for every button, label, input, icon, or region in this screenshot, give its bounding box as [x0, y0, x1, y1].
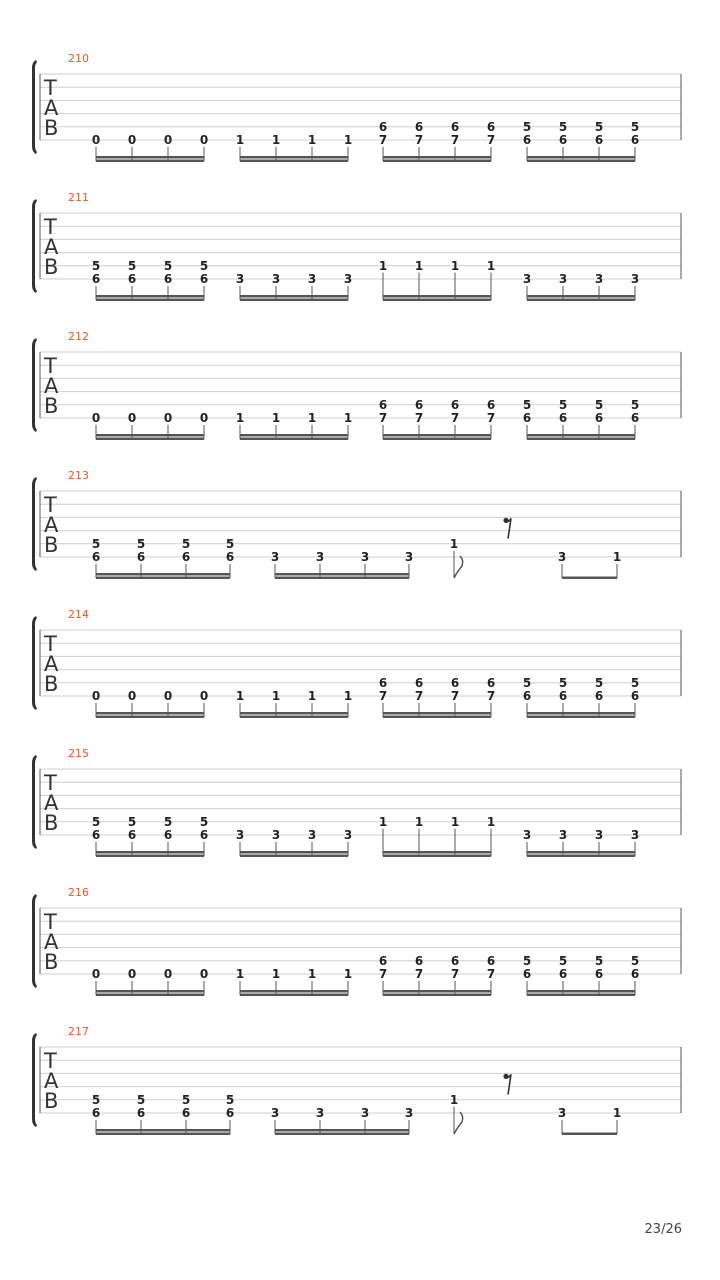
fret-number: 1: [343, 411, 353, 425]
tab-clef-b: B: [44, 116, 59, 140]
beam: [96, 299, 204, 302]
fret-number: 7: [378, 689, 388, 703]
fret-number: 6: [450, 119, 460, 134]
fret-number: 5: [522, 397, 532, 412]
fret-number: 3: [235, 272, 245, 286]
fret-number: 0: [91, 411, 101, 425]
beam: [240, 716, 348, 719]
fret-number: 3: [404, 550, 414, 564]
fret-number: 0: [199, 133, 209, 147]
beam: [383, 712, 491, 715]
fret-number: 3: [343, 828, 353, 842]
tab-clef-b: B: [44, 672, 59, 696]
beam: [527, 438, 635, 441]
fret-number: 6: [127, 272, 137, 286]
beam: [240, 855, 348, 858]
fret-number: 6: [199, 828, 209, 842]
measure-number: 214: [68, 608, 89, 621]
fret-number: 1: [612, 550, 622, 564]
fret-number: 7: [450, 411, 460, 425]
beam: [240, 160, 348, 163]
fret-number: 1: [486, 258, 496, 273]
fret-number: 7: [450, 967, 460, 981]
fret-number: 7: [378, 967, 388, 981]
fret-number: 0: [163, 133, 173, 147]
fret-number: 1: [235, 967, 245, 981]
beam: [383, 434, 491, 437]
beam: [527, 156, 635, 159]
fret-number: 5: [594, 953, 604, 968]
fret-number: 5: [558, 675, 568, 690]
fret-number: 3: [522, 272, 532, 286]
measure-number: 215: [68, 747, 89, 760]
fret-number: 6: [522, 967, 532, 981]
tab-clef-a: A: [44, 930, 59, 954]
eighth-rest-icon: [503, 518, 511, 539]
fret-number: 7: [486, 689, 496, 703]
measure-number: 211: [68, 191, 89, 204]
fret-number: 6: [378, 119, 388, 134]
fret-number: 6: [450, 953, 460, 968]
fret-number: 3: [360, 550, 370, 564]
fret-number: 3: [557, 1106, 567, 1120]
fret-number: 5: [630, 397, 640, 412]
fret-number: 6: [558, 133, 568, 147]
fret-number: 1: [449, 1092, 459, 1107]
beam: [383, 851, 491, 854]
eighth-rest-icon: [503, 1074, 511, 1095]
tab-clef-a: A: [44, 652, 59, 676]
fret-number: 1: [343, 967, 353, 981]
fret-number: 7: [486, 411, 496, 425]
tab-clef-t: T: [44, 354, 57, 378]
fret-number: 6: [181, 1106, 191, 1120]
tab-clef-b: B: [44, 950, 59, 974]
fret-number: 6: [522, 411, 532, 425]
fret-number: 6: [630, 689, 640, 703]
fret-number: 6: [594, 689, 604, 703]
measure-number: 210: [68, 52, 89, 65]
fret-number: 6: [414, 675, 424, 690]
fret-number: 5: [127, 258, 137, 273]
fret-number: 0: [199, 411, 209, 425]
tab-clef-t: T: [44, 1049, 57, 1073]
fret-number: 6: [181, 550, 191, 564]
fret-number: 5: [136, 1092, 146, 1107]
fret-number: 7: [414, 689, 424, 703]
fret-number: 6: [127, 828, 137, 842]
fret-number: 0: [127, 133, 137, 147]
fret-number: 5: [136, 536, 146, 551]
system-bracket: [32, 1033, 37, 1127]
beam: [96, 438, 204, 441]
fret-number: 3: [270, 550, 280, 564]
fret-number: 3: [235, 828, 245, 842]
beam: [527, 855, 635, 858]
beam: [527, 716, 635, 719]
tab-clef-a: A: [44, 235, 59, 259]
fret-number: 1: [450, 258, 460, 273]
measure-number: 212: [68, 330, 89, 343]
fret-number: 5: [630, 119, 640, 134]
beam: [96, 1133, 230, 1136]
fret-number: 6: [414, 397, 424, 412]
fret-number: 1: [450, 814, 460, 829]
fret-number: 1: [414, 814, 424, 829]
fret-number: 1: [235, 133, 245, 147]
fret-number: 3: [404, 1106, 414, 1120]
fret-number: 6: [558, 689, 568, 703]
fret-number: 5: [558, 953, 568, 968]
fret-number: 7: [414, 411, 424, 425]
fret-number: 0: [91, 133, 101, 147]
tab-system-217: [32, 1025, 681, 1135]
beam: [96, 573, 230, 576]
fret-number: 5: [163, 258, 173, 273]
fret-number: 6: [630, 967, 640, 981]
fret-number: 6: [91, 1106, 101, 1120]
measure-number: 216: [68, 886, 89, 899]
fret-number: 1: [343, 689, 353, 703]
fret-number: 1: [307, 689, 317, 703]
fret-number: 0: [199, 689, 209, 703]
fret-number: 5: [225, 1092, 235, 1107]
beam: [240, 712, 348, 715]
beam: [96, 712, 204, 715]
beam: [527, 299, 635, 302]
beam: [275, 577, 409, 580]
fret-number: 1: [378, 814, 388, 829]
fret-number: 7: [414, 967, 424, 981]
fret-number: 7: [414, 133, 424, 147]
fret-number: 5: [594, 675, 604, 690]
fret-number: 5: [199, 258, 209, 273]
beam: [527, 851, 635, 854]
fret-number: 5: [199, 814, 209, 829]
fret-number: 1: [449, 536, 459, 551]
fret-number: 3: [315, 1106, 325, 1120]
fret-number: 3: [271, 272, 281, 286]
fret-number: 5: [91, 1092, 101, 1107]
fret-number: 7: [450, 689, 460, 703]
page-number: 23/26: [644, 1222, 682, 1237]
fret-number: 3: [594, 828, 604, 842]
fret-number: 0: [127, 411, 137, 425]
fret-number: 0: [127, 689, 137, 703]
fret-number: 3: [522, 828, 532, 842]
beam: [240, 434, 348, 437]
fret-number: 5: [630, 953, 640, 968]
fret-number: 1: [307, 133, 317, 147]
fret-number: 6: [594, 411, 604, 425]
fret-number: 3: [558, 272, 568, 286]
beam: [96, 295, 204, 298]
fret-number: 6: [594, 133, 604, 147]
measure-number: 217: [68, 1025, 89, 1038]
fret-number: 1: [307, 411, 317, 425]
system-bracket: [32, 755, 37, 849]
fret-number: 6: [136, 550, 146, 564]
fret-number: 6: [486, 675, 496, 690]
beam: [383, 299, 491, 302]
fret-number: 0: [163, 967, 173, 981]
fret-number: 1: [343, 133, 353, 147]
fret-number: 6: [486, 119, 496, 134]
fret-number: 3: [630, 272, 640, 286]
system-bracket: [32, 60, 37, 154]
fret-number: 1: [235, 689, 245, 703]
fret-number: 5: [522, 953, 532, 968]
beam: [383, 295, 491, 298]
beam: [383, 438, 491, 441]
fret-number: 6: [225, 550, 235, 564]
fret-number: 6: [630, 133, 640, 147]
fret-number: 5: [522, 119, 532, 134]
fret-number: 1: [414, 258, 424, 273]
beam: [96, 434, 204, 437]
fret-number: 3: [557, 550, 567, 564]
tab-system-213: [32, 469, 681, 579]
fret-number: 5: [127, 814, 137, 829]
fret-number: 1: [271, 689, 281, 703]
fret-number: 7: [378, 411, 388, 425]
beam: [240, 994, 348, 997]
beam: [383, 990, 491, 993]
fret-number: 6: [450, 397, 460, 412]
fret-number: 3: [271, 828, 281, 842]
fret-number: 6: [486, 397, 496, 412]
beam: [527, 994, 635, 997]
fret-number: 6: [558, 967, 568, 981]
beam: [240, 438, 348, 441]
beam: [527, 295, 635, 298]
fret-number: 5: [91, 258, 101, 273]
fret-number: 3: [307, 272, 317, 286]
fret-number: 6: [163, 272, 173, 286]
tab-clef-a: A: [44, 513, 59, 537]
fret-number: 5: [594, 119, 604, 134]
fret-number: 6: [486, 953, 496, 968]
fret-number: 6: [163, 828, 173, 842]
fret-number: 6: [378, 953, 388, 968]
fret-number: 5: [630, 675, 640, 690]
beam: [527, 990, 635, 993]
tab-system-216: [32, 886, 681, 996]
fret-number: 6: [199, 272, 209, 286]
tab-system-214: [32, 608, 681, 718]
fret-number: 1: [235, 411, 245, 425]
tab-clef-b: B: [44, 255, 59, 279]
beam: [96, 1129, 230, 1132]
fret-number: 3: [307, 828, 317, 842]
fret-number: 6: [522, 133, 532, 147]
beam: [240, 156, 348, 159]
system-bracket: [32, 199, 37, 293]
tab-system-210: [32, 52, 681, 162]
fret-number: 1: [486, 814, 496, 829]
fret-number: 1: [271, 967, 281, 981]
fret-number: 3: [594, 272, 604, 286]
fret-number: 0: [91, 967, 101, 981]
fret-number: 6: [378, 397, 388, 412]
fret-number: 6: [594, 967, 604, 981]
fret-number: 3: [315, 550, 325, 564]
fret-number: 5: [91, 814, 101, 829]
beam: [96, 577, 230, 580]
beam: [383, 994, 491, 997]
fret-number: 5: [163, 814, 173, 829]
tab-system-215: [32, 747, 681, 857]
measure-number: 213: [68, 469, 89, 482]
beam: [240, 990, 348, 993]
beam: [527, 160, 635, 163]
fret-number: 1: [378, 258, 388, 273]
fret-number: 5: [522, 675, 532, 690]
system-bracket: [32, 616, 37, 710]
tab-clef-t: T: [44, 771, 57, 795]
fret-number: 6: [91, 272, 101, 286]
fret-number: 5: [558, 397, 568, 412]
fret-number: 0: [127, 967, 137, 981]
tab-clef-t: T: [44, 493, 57, 517]
beam: [275, 573, 409, 576]
beam: [275, 1133, 409, 1136]
tab-clef-t: T: [44, 910, 57, 934]
fret-number: 6: [414, 119, 424, 134]
fret-number: 6: [558, 411, 568, 425]
tab-clef-a: A: [44, 96, 59, 120]
beam: [562, 1133, 617, 1136]
beam: [96, 156, 204, 159]
tab-clef-t: T: [44, 76, 57, 100]
fret-number: 0: [163, 411, 173, 425]
fret-number: 7: [486, 133, 496, 147]
beam: [240, 295, 348, 298]
beam: [383, 156, 491, 159]
fret-number: 3: [630, 828, 640, 842]
fret-number: 5: [181, 1092, 191, 1107]
beam: [96, 990, 204, 993]
fret-number: 6: [630, 411, 640, 425]
beam: [527, 434, 635, 437]
fret-number: 3: [558, 828, 568, 842]
tab-clef-t: T: [44, 632, 57, 656]
fret-number: 7: [378, 133, 388, 147]
beam: [96, 994, 204, 997]
system-bracket: [32, 338, 37, 432]
fret-number: 6: [225, 1106, 235, 1120]
beam: [383, 160, 491, 163]
tab-clef-b: B: [44, 811, 59, 835]
fret-number: 6: [378, 675, 388, 690]
fret-number: 6: [414, 953, 424, 968]
tab-system-212: [32, 330, 681, 440]
beam: [240, 851, 348, 854]
fret-number: 6: [91, 550, 101, 564]
tab-clef-a: A: [44, 1069, 59, 1093]
tab-clef-a: A: [44, 374, 59, 398]
tab-clef-t: T: [44, 215, 57, 239]
fret-number: 7: [486, 967, 496, 981]
fret-number: 1: [612, 1106, 622, 1120]
beam: [96, 716, 204, 719]
beam: [240, 299, 348, 302]
fret-number: 3: [270, 1106, 280, 1120]
eighth-flag-icon: [454, 556, 463, 578]
system-bracket: [32, 477, 37, 571]
beam: [96, 160, 204, 163]
beam: [383, 855, 491, 858]
beam: [275, 1129, 409, 1132]
beam: [96, 855, 204, 858]
fret-number: 5: [225, 536, 235, 551]
tab-clef-b: B: [44, 533, 59, 557]
tab-clef-b: B: [44, 1089, 59, 1113]
fret-number: 6: [91, 828, 101, 842]
fret-number: 7: [450, 133, 460, 147]
fret-number: 3: [343, 272, 353, 286]
beam: [383, 716, 491, 719]
eighth-flag-icon: [454, 1112, 463, 1134]
fret-number: 1: [307, 967, 317, 981]
fret-number: 0: [91, 689, 101, 703]
fret-number: 0: [199, 967, 209, 981]
tab-system-211: [32, 191, 681, 301]
fret-number: 5: [91, 536, 101, 551]
beam: [562, 577, 617, 580]
fret-number: 1: [271, 133, 281, 147]
fret-number: 5: [594, 397, 604, 412]
fret-number: 3: [360, 1106, 370, 1120]
beam: [527, 712, 635, 715]
fret-number: 6: [450, 675, 460, 690]
fret-number: 6: [522, 689, 532, 703]
fret-number: 5: [181, 536, 191, 551]
tab-clef-b: B: [44, 394, 59, 418]
fret-number: 6: [136, 1106, 146, 1120]
fret-number: 5: [558, 119, 568, 134]
beam: [96, 851, 204, 854]
fret-number: 1: [271, 411, 281, 425]
tab-clef-a: A: [44, 791, 59, 815]
fret-number: 0: [163, 689, 173, 703]
system-bracket: [32, 894, 37, 988]
